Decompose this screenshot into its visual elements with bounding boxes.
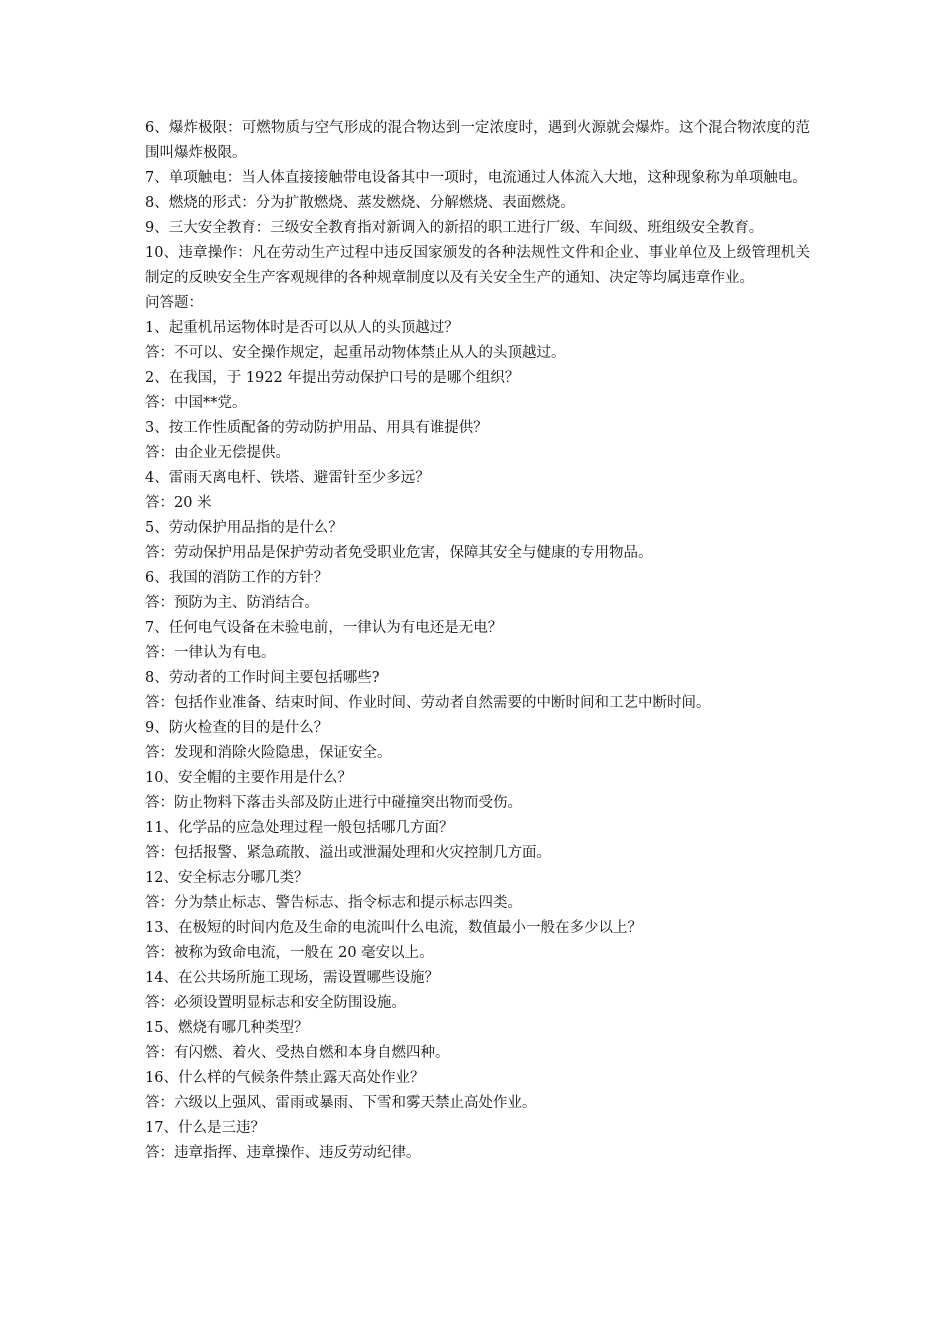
question-10: 10、安全帽的主要作用是什么？: [145, 770, 352, 786]
definition-8: 8、燃烧的形式：分为扩散燃烧、蒸发燃烧、分解燃烧、表面燃烧。: [145, 195, 575, 211]
answer-11: 答：包括报警、紧急疏散、溢出或泄漏处理和火灾控制几方面。: [145, 845, 551, 861]
answer-17: 答：违章指挥、违章操作、违反劳动纪律。: [145, 1145, 421, 1161]
question-15: 15、燃烧有哪几种类型？: [145, 1020, 309, 1036]
question-9: 9、防火检查的目的是什么？: [145, 720, 329, 736]
answer-8: 答：包括作业准备、结束时间、作业时间、劳动者自然需要的中断时间和工艺中断时间。: [145, 695, 711, 711]
answer-5: 答：劳动保护用品是保护劳动者免受职业危害，保障其安全与健康的专用物品。: [145, 545, 653, 561]
answer-2: 答：中国**党。: [145, 395, 247, 411]
question-14: 14、在公共场所施工现场，需设置哪些设施？: [145, 970, 439, 986]
question-1: 1、起重机吊运物体时是否可以从人的头顶越过？: [145, 320, 459, 336]
question-6: 6、我国的消防工作的方针？: [145, 570, 329, 586]
question-16: 16、什么样的气候条件禁止露天高处作业？: [145, 1070, 425, 1086]
definition-9: 9、三大安全教育：三级安全教育指对新调入的新招的职工进行厂级、车间级、班组级安全教育。: [145, 220, 764, 236]
answer-6: 答：预防为主、防消结合。: [145, 595, 319, 611]
answer-16: 答：六级以上强风、雷雨或暴雨、下雪和雾天禁止高处作业。: [145, 1095, 537, 1111]
answer-13: 答：被称为致命电流，一般在 20 毫安以上。: [145, 945, 434, 961]
answer-3: 答：由企业无偿提供。: [145, 445, 290, 461]
question-13: 13、在极短的时间内危及生命的电流叫什么电流，数值最小一般在多少以上？: [145, 920, 642, 936]
definition-6: 6、爆炸极限：可燃物质与空气形成的混合物达到一定浓度时，遇到火源就会爆炸。这个混合物浓度的范围叫爆炸极限。: [145, 120, 810, 161]
answer-14: 答：必须设置明显标志和安全防围设施。: [145, 995, 406, 1011]
answer-1: 答：不可以、安全操作规定，起重吊动物体禁止从人的头顶越过。: [145, 345, 566, 361]
question-12: 12、安全标志分哪几类？: [145, 870, 309, 886]
answer-7: 答：一律认为有电。: [145, 645, 276, 661]
answer-15: 答：有闪燃、着火、受热自燃和本身自燃四种。: [145, 1045, 450, 1061]
qa-heading: 问答题：: [145, 295, 203, 311]
definition-7: 7、单项触电：当人体直接接触带电设备其中一项时，电流通过人体流入大地，这种现象称为单项触电。: [145, 170, 807, 186]
question-17: 17、什么是三违？: [145, 1120, 265, 1136]
question-2: 2、在我国，于 1922 年提出劳动保护口号的是哪个组织？: [145, 370, 520, 386]
question-7: 7、任何电气设备在未验电前，一律认为有电还是无电？: [145, 620, 503, 636]
question-11: 11、化学品的应急处理过程一般包括哪几方面？: [145, 820, 454, 836]
answer-10: 答：防止物料下落击头部及防止进行中碰撞突出物而受伤。: [145, 795, 522, 811]
definition-10: 10、违章操作：凡在劳动生产过程中违反国家颁发的各种法规性文件和企业、事业单位及上级管理机关制定的反映安全生产客观规律的各种规章制度以及有关安全生产的通知、决定等均属违章作业。: [145, 245, 810, 286]
answer-9: 答：发现和消除火险隐患，保证安全。: [145, 745, 392, 761]
answer-4: 答：20 米: [145, 495, 212, 511]
question-3: 3、按工作性质配备的劳动防护用品、用具有谁提供？: [145, 420, 488, 436]
answer-12: 答：分为禁止标志、警告标志、指令标志和提示标志四类。: [145, 895, 522, 911]
question-5: 5、劳动保护用品指的是什么？: [145, 520, 343, 536]
document-page: [145, 116, 810, 1166]
question-4: 4、雷雨天离电杆、铁塔、避雷针至少多远？: [145, 470, 430, 486]
question-8: 8、劳动者的工作时间主要包括哪些?: [145, 670, 380, 686]
